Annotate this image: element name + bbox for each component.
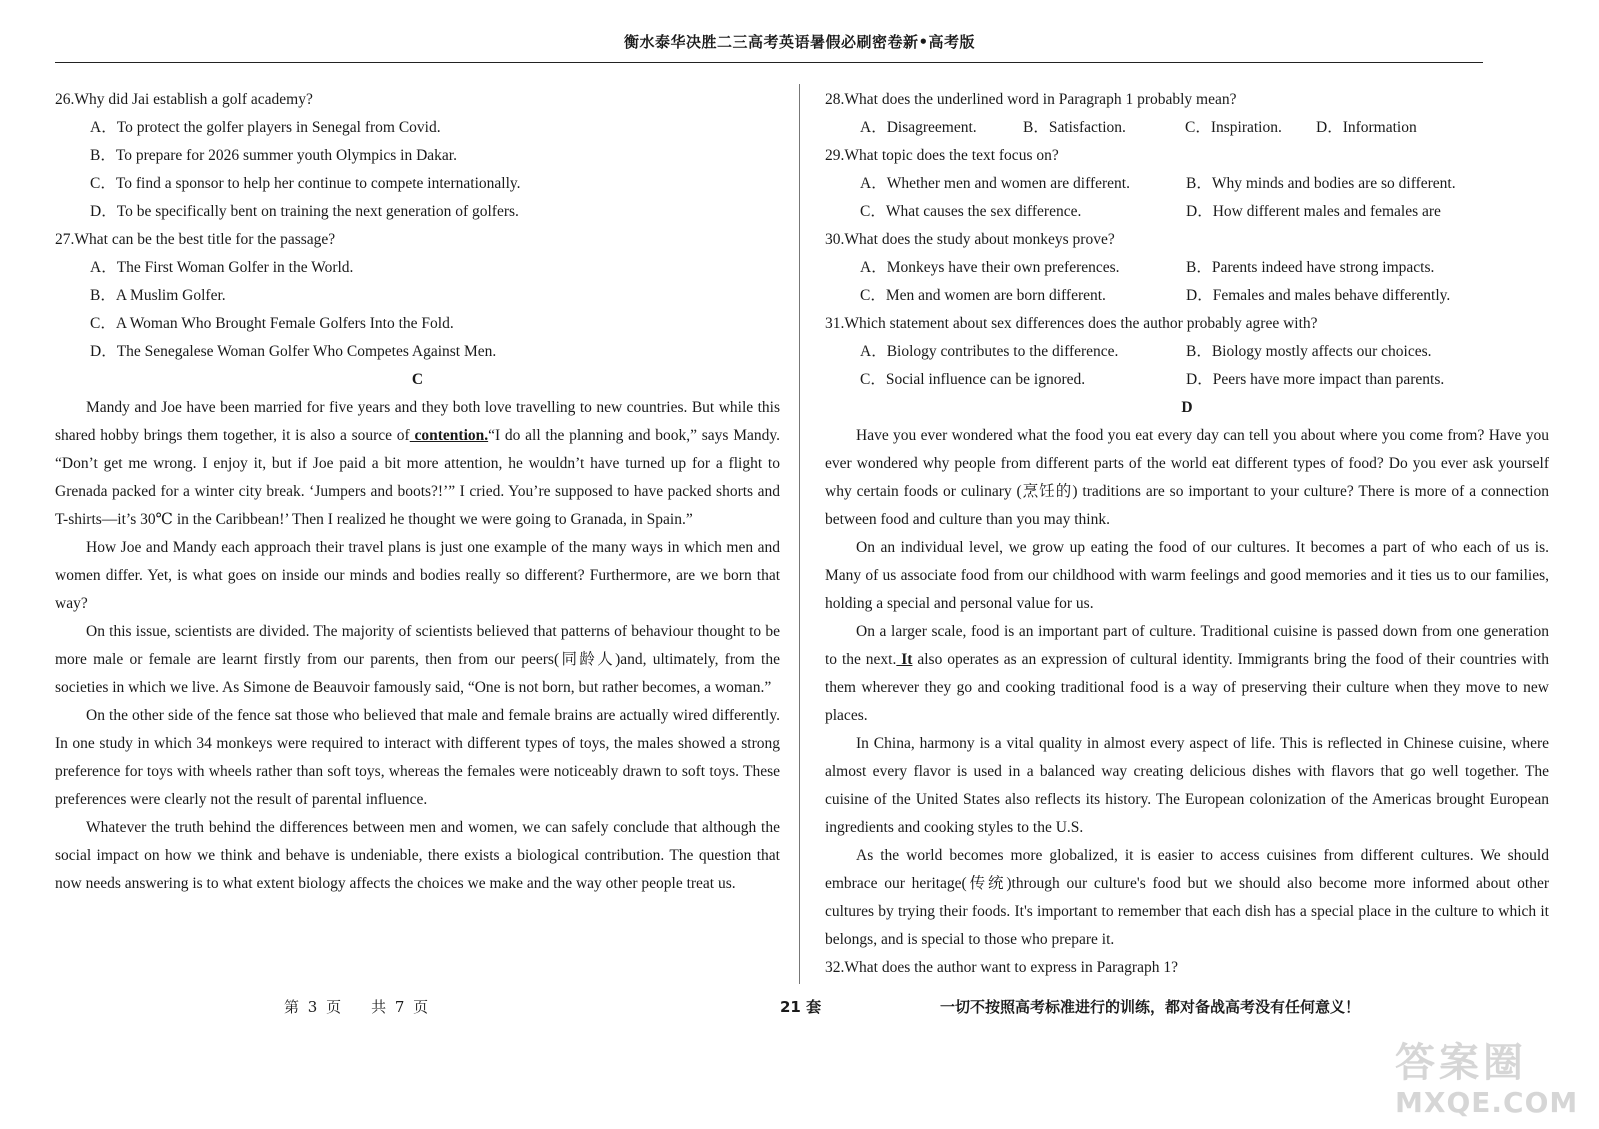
paragraph-text: Mandy and Joe have been married for five years and they both love travelling to new countries. But while this shared hobby brings them together, it is also a source of <box>55 399 780 444</box>
column-divider <box>799 84 800 984</box>
question-32-stem: 32.What does the author want to express in Paragraph 1? <box>825 959 1178 976</box>
option-a: A．The First Woman Golfer in the World. <box>90 259 354 276</box>
question-29 <box>825 142 1549 226</box>
left-column <box>55 86 780 898</box>
option-b: B．Parents indeed have strong impacts. <box>1186 259 1435 276</box>
watermark-logo <box>1395 1040 1595 1126</box>
question-27 <box>55 226 780 366</box>
option-b: B．A Muslim Golfer. <box>90 287 226 304</box>
option-d: D．To be specifically bent on training the next generation of golfers. <box>90 203 519 220</box>
underlined-word-contention: contention. <box>409 427 489 444</box>
option-a: A．Monkeys have their own preferences. <box>860 259 1120 276</box>
option-b: B．To prepare for 2026 summer youth Olympics in Dakar. <box>90 147 457 164</box>
question-31 <box>825 310 1549 394</box>
question-stem: 27.What can be the best title for the passage? <box>55 231 336 248</box>
question-30 <box>825 226 1549 310</box>
options-row <box>825 366 1549 394</box>
question-stem: 31.Which statement about sex differences does the author probably agree with? <box>825 315 1318 332</box>
options-row <box>825 338 1549 366</box>
question-26 <box>55 86 780 226</box>
option-c: C．Men and women are born different. <box>860 287 1106 304</box>
option-a: A．To protect the golfer players in Senegal from Covid. <box>90 119 441 136</box>
paragraph: On this issue, scientists are divided. The majority of scientists believed that patterns of behaviour thought to be more male or female are learnt firstly from our parents, then from our peers(同龄人)and, ultimately, from the societies in which we live. As Simone de Beauvoir famously said, “One is not born, but rather becomes, a woman.” <box>55 623 780 696</box>
paragraph-text: “I do all the planning and book,” says Mandy. “Don’t get me wrong. I enjoy it, but if Joe paid a bit more attention, he wouldn’t have turned up for a flight to Grenada packed for a winter city break. ‘Jumpers and boots?!’” I cried. You’re supposed to have packed shorts and T-shirts—it’s 30℃ in the Caribbean!’ Then I realized he thought we were going to Granada, in Spain.” <box>55 427 781 528</box>
option-c: C．To find a sponsor to help her continue to compete internationally. <box>90 175 521 192</box>
set-number: 21 套 <box>780 998 822 1016</box>
section-c-heading: C <box>411 371 424 388</box>
footer-slogan: 一切不按照高考标准进行的训练，都对备战高考没有任何意义！ <box>940 998 1361 1016</box>
header-divider <box>55 62 1483 63</box>
option-c: C．A Woman Who Brought Female Golfers Into the Fold. <box>90 315 454 332</box>
paragraph: On an individual level, we grow up eating the food of our cultures. It becomes a part of who each of us is. Many of us associate food from our childhood with warm feelings and good memories and it ties us to our families, holding a special and personal value for us. <box>825 539 1549 612</box>
paragraph <box>825 618 1549 730</box>
option-b: B．Biology mostly affects our choices. <box>1186 343 1432 360</box>
options-row <box>825 198 1549 226</box>
underlined-word-it: It <box>896 651 913 668</box>
option-c: C．Social influence can be ignored. <box>860 371 1086 388</box>
paragraph: How Joe and Mandy each approach their travel plans is just one example of the many ways in which men and women differ. Yet, is what goes on inside our minds and bodies really so different? Furthermore, are we born that way? <box>55 539 780 612</box>
paragraph: As the world becomes more globalized, it is easier to access cuisines from different cultures. We should embrace our heritage(传统)through our culture's food but we should also become more informed about other cultures by trying their foods. It's important to remember that each dish has a special place in the culture to which it belongs, and is special to those who prepare it. <box>825 847 1549 948</box>
watermark-text: 答案圈 <box>1395 1040 1527 1086</box>
paragraph: In China, harmony is a vital quality in almost every aspect of life. This is reflected in Chinese cuisine, where almost every flavor is used in a balanced way creating delicious dishes with flavors that go well together. The cuisine of the United States also reflects its history. The European colonization of the Americas brought European ingredients and cooking styles to the U.S. <box>825 735 1549 836</box>
page-header-title: 衡水泰华决胜二三高考英语暑假必刷密卷新•高考版 <box>623 33 976 51</box>
question-stem: 28.What does the underlined word in Paragraph 1 probably mean? <box>825 91 1237 108</box>
option-d: D．Peers have more impact than parents. <box>1186 371 1445 388</box>
options-row <box>825 114 1549 142</box>
option-b: B．Why minds and bodies are so different. <box>1186 175 1456 192</box>
section-d-heading: D <box>1181 399 1193 416</box>
right-column <box>825 86 1549 982</box>
watermark-url: MXQE.COM <box>1395 1086 1579 1119</box>
option-a: A．Whether men and women are different. <box>860 175 1130 192</box>
options-row <box>825 254 1549 282</box>
paragraph: Whatever the truth behind the differences between men and women, we can safely conclude that although the social impact on how we think and behave is undeniable, there exists a biological contribution. The question that now needs answering is to what extent biology affects the choices we make and the way other people treat us. <box>55 819 780 892</box>
question-28 <box>825 86 1549 142</box>
option-b: B．Satisfaction. <box>1023 119 1126 136</box>
option-c: C．Inspiration. <box>1185 119 1282 136</box>
option-d: D．Females and males behave differently. <box>1186 287 1451 304</box>
page-number: 第 3 页 共 7 页 <box>284 998 429 1016</box>
option-d: D．The Senegalese Woman Golfer Who Competes Against Men. <box>90 343 497 360</box>
option-d: D．How different males and females are <box>1186 203 1441 220</box>
option-d: D．Information <box>1316 119 1417 136</box>
passage-d <box>825 422 1549 954</box>
option-a: A．Disagreement. <box>860 119 977 136</box>
option-c: C．What causes the sex difference. <box>860 203 1082 220</box>
options-row <box>825 170 1549 198</box>
paragraph-text: also operates as an expression of cultural identity. Immigrants bring the food of their countries with them wherever they go and cooking traditional food is a way of preserving their culture when they move to new places. <box>825 651 1549 724</box>
question-stem: 29.What topic does the text focus on? <box>825 147 1059 164</box>
paragraph <box>55 394 780 534</box>
paragraph-text: On a larger scale, food is an important part of culture. Traditional cuisine is passed down from one generation to the next. <box>825 623 1549 668</box>
options-row <box>825 282 1549 310</box>
paragraph: Have you ever wondered what the food you eat every day can tell you about where you come from? Have you ever wondered why people from different parts of the world eat different types of food? Do you ever ask yourself why certain foods or culinary (烹饪的) traditions are so important to your culture? There is more of a connection between food and culture than you may think. <box>825 427 1549 528</box>
question-stem: 30.What does the study about monkeys prove? <box>825 231 1115 248</box>
option-a: A．Biology contributes to the difference. <box>860 343 1119 360</box>
question-stem: 26.Why did Jai establish a golf academy? <box>55 91 313 108</box>
passage-c <box>55 394 780 898</box>
paragraph: On the other side of the fence sat those who believed that male and female brains are actually wired differently. In one study in which 34 monkeys were required to interact with different types of toys, the males showed a strong preference for toys with wheels rather than soft toys, whereas the females were noticeably drawn to soft toys. These preferences were clearly not the result of parental influence. <box>55 707 780 808</box>
